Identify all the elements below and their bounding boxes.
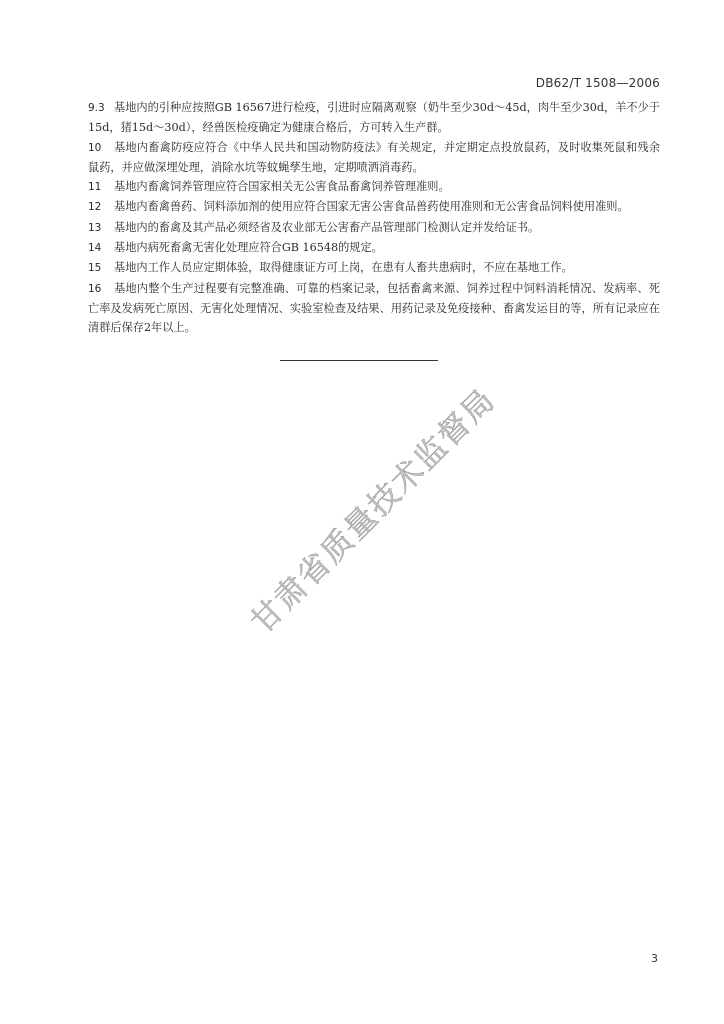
clause-number: 14 xyxy=(88,242,102,255)
clause-number: 16 xyxy=(88,282,102,295)
clause-text: 基地内病死畜禽无害化处理应符合GB 16548的规定。 xyxy=(114,241,383,255)
clause-text: 基地内工作人员应定期体验，取得健康证方可上岗，在患有人畜共患病时，不应在基地工作。 xyxy=(114,261,573,275)
clause-10 xyxy=(88,138,660,178)
clause-number: 10 xyxy=(88,141,102,154)
clause-16 xyxy=(88,279,660,338)
clause-number: 15 xyxy=(88,262,102,275)
clause-14 xyxy=(88,238,660,258)
clause-text: 基地内整个生产过程要有完整准确、可靠的档案记录，包括畜禽来源、饲养过程中饲料消耗情况、发病率、死亡率及发病死亡原因、无害化处理情况、实验室检查及结果、用药记录及免疫接种、畜禽发运目的等，所有记录应在清群后保存2年以上。 xyxy=(88,281,660,335)
clause-13 xyxy=(88,218,660,238)
clause-number: 11 xyxy=(88,181,102,194)
clauses-body xyxy=(88,98,660,338)
watermark-stamp: 甘肃省质量技术监督局 xyxy=(244,381,503,641)
clause-text: 基地内的畜禽及其产品必须经省及农业部无公害畜产品管理部门检测认定并发给证书。 xyxy=(114,220,540,234)
clause-text: 基地内畜禽防疫应符合《中华人民共和国动物防疫法》有关规定，并定期定点投放鼠药，及时收集死鼠和残余鼠药，并应做深埋处理，消除水坑等蚊蝇孳生地，定期喷洒消毒药。 xyxy=(88,140,660,174)
clause-text: 基地内畜禽兽药、饲料添加剂的使用应符合国家无害公害食品兽药使用准则和无公害食品饲料使用准则。 xyxy=(114,200,629,214)
clause-number: 9.3 xyxy=(88,102,105,114)
clause-text: 基地内的引种应按照GB 16567进行检疫，引进时应隔离观察（奶牛至少30d～45d，肉牛至少30d，羊不少于15d，猪15d～30d），经兽医检疫确定为健康合格后，方可转入生产群。 xyxy=(88,101,660,135)
clause-11 xyxy=(88,177,660,197)
clause-text: 基地内畜禽饲养管理应符合国家相关无公害食品畜禽饲养管理准则。 xyxy=(114,180,450,194)
page-number: 3 xyxy=(651,952,658,965)
clause-12 xyxy=(88,197,660,217)
clause-number: 12 xyxy=(88,201,102,214)
clause-15 xyxy=(88,258,660,278)
clause-number: 13 xyxy=(88,221,102,234)
clause-9-3 xyxy=(88,98,660,138)
standard-number: DB62/T 1508—2006 xyxy=(535,76,660,90)
end-of-text-rule xyxy=(280,360,438,361)
